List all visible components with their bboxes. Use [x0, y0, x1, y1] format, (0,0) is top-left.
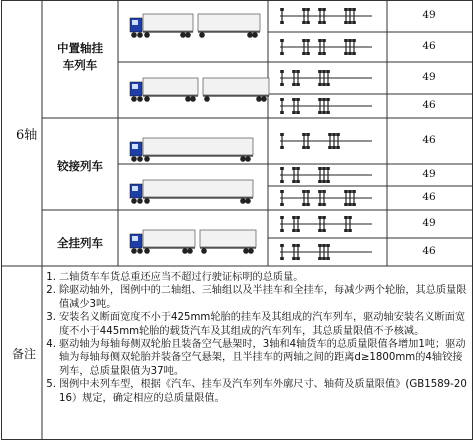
category-center-axle [45, 40, 115, 74]
category-label: 铰接列车 [57, 159, 103, 173]
category-full-trailer [45, 235, 115, 252]
axle-layout-icon [280, 133, 372, 149]
axle-layout-icon [280, 244, 372, 260]
full-trailer-train-icon [130, 230, 256, 254]
mass-limit-value: 49 [422, 9, 436, 21]
mass-limit-value: 49 [422, 217, 436, 229]
note-number: 5. [46, 379, 56, 391]
mass-limit-value: 46 [422, 40, 436, 52]
note-number: 2. [46, 285, 56, 297]
axle-layout-icon [280, 70, 372, 86]
center-axle-trailer-train-icon [130, 14, 260, 38]
note-text: 图例中未列车型，根据《汽车、挂车及汽车列车外廓尺寸、轴荷及质量限值》(GB1589-2016）规定，确定相应的总质量限值。 [59, 379, 467, 404]
articulated-train-icon [130, 138, 253, 162]
axle-layout-icon [280, 39, 372, 55]
category-label: 中置轴挂车列车 [57, 41, 103, 72]
note-text: 二轴货车车货总重还应当不超过行驶证标明的总质量。 [59, 272, 304, 283]
axle-layout-icon [280, 216, 372, 232]
center-axle-trailer-train-icon [130, 78, 269, 102]
mass-limit-value: 46 [422, 134, 436, 146]
category-articulated [45, 158, 115, 175]
mass-limit-value: 46 [422, 99, 436, 111]
axle-layout-icon [280, 167, 372, 183]
remarks-label: 备注 [12, 347, 37, 361]
category-label: 全挂列车 [57, 236, 103, 250]
note-number: 4. [46, 339, 56, 351]
mass-limit-value: 49 [422, 71, 436, 83]
note-number: 1. [46, 272, 56, 283]
note-item [43, 284, 471, 311]
axle-layout-icon [280, 190, 372, 206]
axle-layout-icon [280, 8, 372, 24]
mass-limit-value: 46 [422, 191, 436, 203]
remarks-notes [43, 271, 471, 405]
articulated-train-icon [130, 180, 253, 204]
note-text: 安装名义断面宽度不小于425mm轮胎的挂车及其组成的汽车列车，驱动轴安装名义断面宽度不小于445mm轮胎的载货汽车及其组成的汽车列车，其总质量限值不予核减。 [59, 312, 466, 337]
axle-layout-icon [280, 98, 372, 114]
mass-limit-value: 46 [422, 245, 436, 257]
note-item [43, 378, 471, 405]
mass-limit-value: 49 [422, 168, 436, 180]
note-text: 驱动轴为每轴每侧双轮胎且装备空气悬架时，3轴和4轴货车的总质量限值各增加1吨；驱动轴为每轴每侧双轮胎并装备空气悬架，且半挂车的两轴之间的距离d≥1800mm的4轴铰接列车，总质量限值为37吨。 [59, 339, 466, 377]
note-item [43, 311, 471, 338]
note-item [43, 338, 471, 378]
note-text: 除驱动轴外，图例中的二轴组、三轴组以及半挂车和全挂车，每减少两个轮胎，其总质量限值减少3吨。 [59, 285, 467, 310]
note-item [43, 271, 471, 284]
note-number: 3. [46, 312, 56, 324]
axle-count-label: 6轴 [16, 128, 38, 143]
